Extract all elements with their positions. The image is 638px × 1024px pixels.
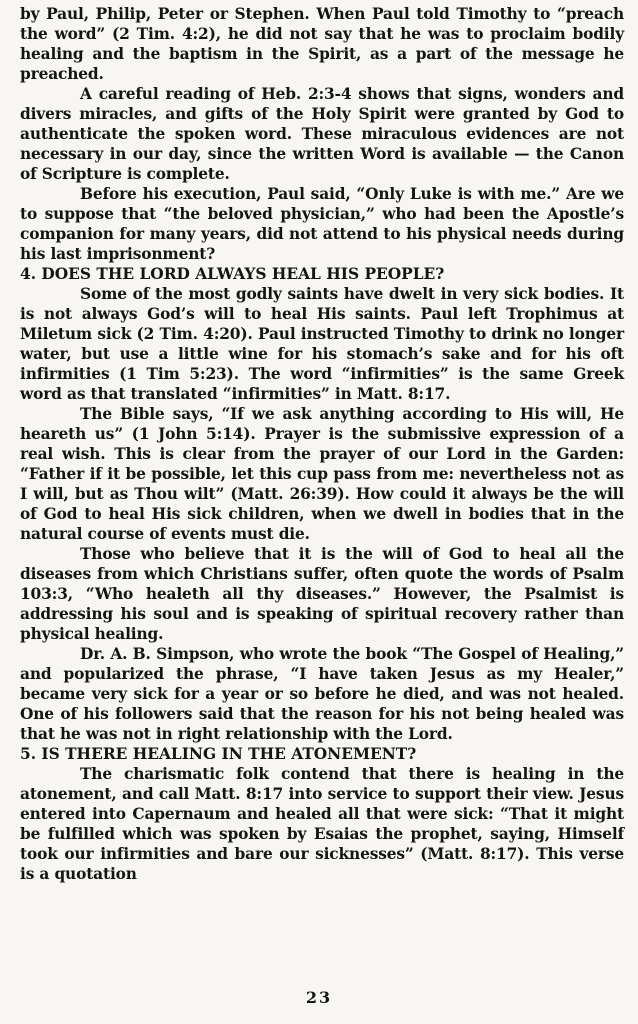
- body-text: [20, 4, 624, 884]
- paragraph-luke-physician: Before his execution, Paul said, “Only Luke is with me.” Are we to suppose that “the beloved physician,” who had been the Apostle’s companion for many years, did not attend to his physical needs during his last imprisonment?: [20, 185, 624, 263]
- paragraph-godly-saints: Some of the most godly saints have dwelt in very sick bodies. It is not always God’s will to heal His saints. Paul left Trophimus at Miletum sick (2 Tim. 4:20). Paul instructed Timothy to drink no longer water, but use a little wine for his stomach’s sake and for his oft infirmities (1 Tim 5:23). The word “infirmities” is the same Greek word as that translated “infirmities” in Matt. 8:17.: [20, 285, 624, 403]
- paragraph-signs-and-wonders: A careful reading of Heb. 2:3-4 shows that signs, wonders and divers miracles, and gifts of the Holy Spirit were granted by God to authenticate the spoken word. These miraculous evidences are not necessary in our day, since the written Word is available — the Canon of Scripture is complete.: [20, 85, 624, 183]
- paragraph-simpson: Dr. A. B. Simpson, who wrote the book “The Gospel of Healing,” and popularized the phrase, “I have taken Jesus as my Healer,” became very sick for a year or so before he died, and was not healed. One of his followers said that the reason for his not being healed was that he was not in right relationship with the Lord.: [20, 645, 624, 743]
- page-number: 23: [305, 988, 333, 1007]
- section-heading-4: 4. DOES THE LORD ALWAYS HEAL HIS PEOPLE?: [20, 265, 445, 283]
- paragraph-psalm-103: Those who believe that it is the will of God to heal all the diseases from which Christians suffer, often quote the words of Psalm 103:3, “Who healeth all thy diseases.” However, the Psalmist is addressing his soul and is speaking of spiritual recovery rather than physical healing.: [20, 545, 624, 643]
- paragraph-prayer-will: The Bible says, “If we ask anything according to His will, He heareth us” (1 John 5:14). Prayer is the submissive expression of a real wish. This is clear from the prayer of our Lord in the Garden: “Father if it be possible, let this cup pass from me: nevertheless not as I will, but as Thou wilt” (Matt. 26:39). How could it always be the will of God to heal His sick children, when we dwell in bodies that in the natural course of events must die.: [20, 405, 624, 543]
- paragraph-atonement: The charismatic folk contend that there is healing in the atonement, and call Matt. 8:17 into service to support their view. Jesus entered into Capernaum and healed all that were sick: “That it might be fulfilled which was spoken by Esaias the prophet, saying, Himself took our infirmities and bare our sicknesses” (Matt. 8:17). This verse is a quotation: [20, 765, 624, 883]
- paragraph-continuation: by Paul, Philip, Peter or Stephen. When Paul told Timothy to “preach the word” (2 Tim. 4:2), he did not say that he was to proclaim bodily healing and the baptism in the Spirit, as a part of the message he preached.: [20, 5, 624, 83]
- section-heading-5: 5. IS THERE HEALING IN THE ATONEMENT?: [20, 745, 417, 763]
